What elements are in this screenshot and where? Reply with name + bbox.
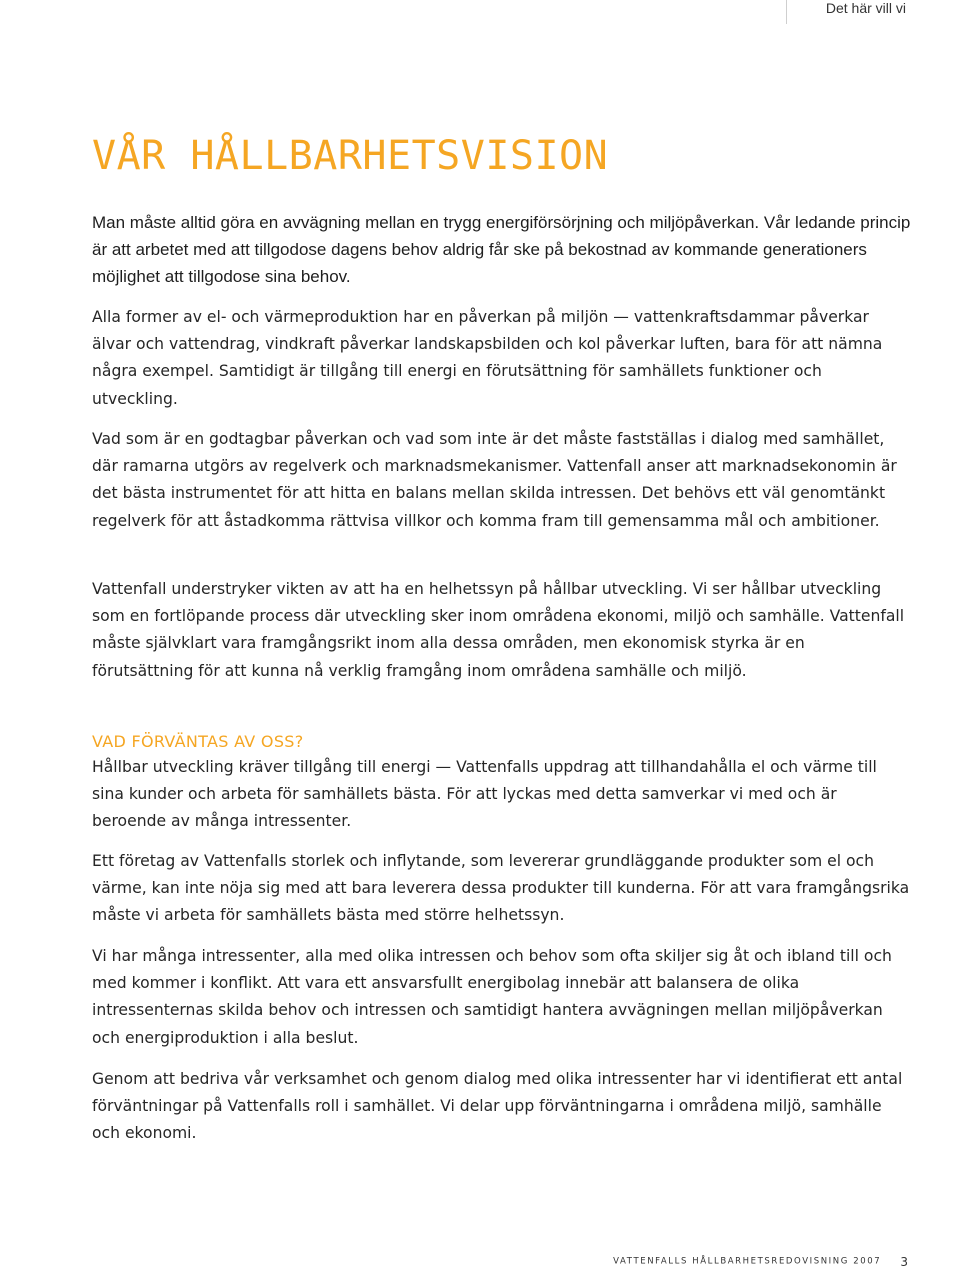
section-label: Det här vill vi (825, 0, 906, 16)
body-paragraph-5: Ett företag av Vattenfalls storlek och inflytande, som levererar grundläggande produkter som el och värme, kan inte nöja sig med att bara leverera dessa produkter till kunderna. För att vara framgångsrika måste vi arbeta för samhällets bästa med större helhetssyn. (92, 852, 910, 925)
page-number: 3 (900, 1254, 908, 1269)
body-paragraph-1: Alla former av el- och värmeproduktion har en påverkan på miljön — vattenkraftsdammar påverkar älvar och vattendrag, vindkraft påverkar landskapsbilden och kol påverkar luften, bara för att nämna några exempel. Samtidigt är tillgång till energi en förutsättning för samhällets funktioner och utveckling. (92, 308, 883, 408)
intro-paragraph: Man måste alltid göra en avvägning mellan en trygg energiförsörjning och miljöpåverkan. Vår ledande princip är att arbetet med att tillgodose dagens behov aldrig får ske på bekostnad av kommande generationers möjlighet att tillgodose sina behov. (92, 213, 911, 286)
body-paragraph-4: Hållbar utveckling kräver tillgång till energi — Vattenfalls uppdrag att tillhandahålla el och värme till sina kunder och arbeta för samhällets bästa. För att lyckas med detta samverkar vi med och är beroende av många intressenter. (92, 758, 877, 831)
page-title: VÅR HÅLLBARHETSVISION (92, 133, 609, 179)
body-paragraph-7: Genom att bedriva vår verksamhet och genom dialog med olika intressenter har vi identifierat ett antal förväntningar på Vattenfalls roll i samhället. Vi delar upp förväntningarna i områdena miljö, samhälle och ekonomi. (92, 1070, 903, 1143)
footer-publication-title: VATTENFALLS HÅLLBARHETSREDOVISNING 2007 (613, 1256, 882, 1267)
body-paragraph-3: Vattenfall understryker vikten av att ha en helhetssyn på hållbar utveckling. Vi ser hållbar utveckling som en fortlöpande process där utveckling sker inom områdena ekonomi, miljö och samhälle. Vattenfall måste självklart vara framgångsrikt inom alla dessa områden, men ekonomisk styrka är en förutsättning för att kunna nå verklig framgång inom områdena samhälle och miljö. (92, 580, 905, 680)
page-footer (613, 1251, 908, 1270)
section-heading: VAD FÖRVÄNTAS AV OSS? (92, 732, 304, 751)
body-paragraph-2: Vad som är en godtagbar påverkan och vad som inte är det måste fastställas i dialog med samhället, där ramarna utgörs av regelverk och marknadsmekanismer. Vattenfall anser att marknadsekonomin är det bästa instrumentet för att hitta en balans mellan skilda intressen. Det behövs ett väl genomtänkt regelverk för att åstadkomma rättvisa villkor och komma fram till gemensamma mål och ambitioner. (92, 430, 897, 530)
body-paragraph-6: Vi har många intressenter, alla med olika intressen och behov som ofta skiljer sig åt och ibland till och med kommer i konflikt. Att vara ett ansvarsfullt energibolag innebär att balansera de olika intressenternas skilda behov och intressen och samtidigt hantera avvägningen mellan miljöpåverkan och energiproduktion i alla beslut. (92, 947, 892, 1047)
header-divider (786, 0, 787, 24)
